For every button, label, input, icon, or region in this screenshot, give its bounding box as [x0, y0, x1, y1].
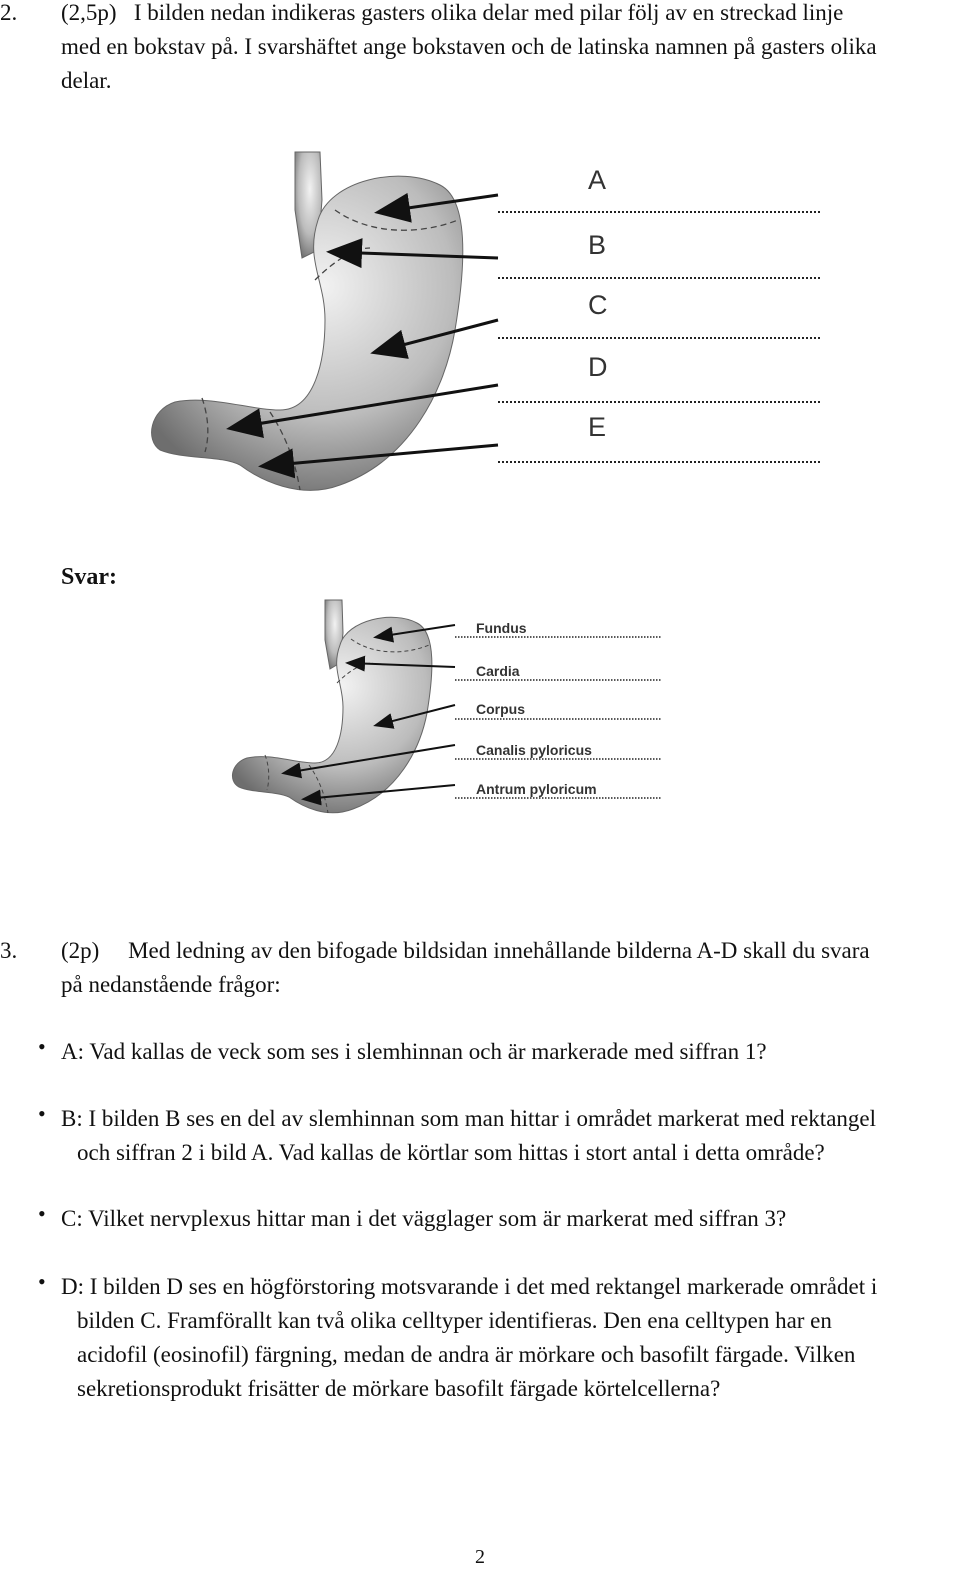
question-3-bullet-b-line-2: och siffran 2 i bild A. Vad kallas de körtlar som hittas i stort antal i detta område? [77, 1140, 825, 1165]
label-fundus: Fundus [476, 620, 527, 636]
page-number: 2 [475, 1546, 485, 1568]
diagram-letter-c: C [588, 290, 608, 320]
bullet-marker: • [38, 1101, 46, 1126]
question-3-bullet-b-line-1: B: I bilden B ses en del av slemhinnan som man hittar i området markerat med rektangel [61, 1106, 876, 1131]
label-antrum-pyloricum: Antrum pyloricum [476, 781, 597, 797]
bullet-marker: • [38, 1034, 46, 1059]
question-3-bullet-d-line-2: bilden C. Framförallt kan två olika celltyper identifieras. Den ena celltypen har en [77, 1308, 832, 1333]
question-3-bullet-d-line-4: sekretionsprodukt frisätter de mörkare basofilt färgade körtelcellerna? [77, 1376, 721, 1401]
answer-heading: Svar: [61, 564, 117, 590]
question-2-line-1: (2,5p) I bilden nedan indikeras gasters olika delar med pilar följ av en streckad linje [61, 0, 844, 25]
question-2-line-2: med en bokstav på. I svarshäftet ange bokstaven och de latinska namnen på gasters olika [61, 34, 877, 59]
question-2-line-3: delar. [61, 68, 112, 93]
question-3-line-1: (2p) Med ledning av den bifogade bildsidan innehållande bilderna A-D skall du svara [61, 938, 870, 963]
stomach-diagram-blank [140, 140, 840, 520]
stomach-diagram-answered [225, 595, 670, 830]
question-3-bullet-c: C: Vilket nervplexus hittar man i det vägglager som är markerat med siffran 3? [61, 1206, 787, 1231]
bullet-marker: • [38, 1201, 46, 1226]
question-3-number: 3. [0, 938, 18, 963]
diagram-letter-b: B [588, 230, 607, 260]
label-corpus: Corpus [476, 701, 525, 717]
question-2-number: 2. [0, 0, 18, 25]
question-3-bullet-d-line-3: acidofil (eosinofil) färgning, medan de andra är mörkare och basofilt färgade. Vilken [77, 1342, 856, 1367]
diagram-letter-e: E [588, 412, 607, 442]
question-3-bullet-a: A: Vad kallas de veck som ses i slemhinnan och är markerade med siffran 1? [61, 1039, 767, 1064]
label-cardia: Cardia [476, 663, 520, 679]
question-3-bullet-d-line-1: D: I bilden D ses en högförstoring motsvarande i det med rektangel markerade området i [61, 1274, 878, 1299]
diagram-letter-d: D [588, 352, 608, 382]
diagram-letter-a: A [588, 165, 607, 195]
bullet-marker: • [38, 1269, 46, 1294]
label-canalis-pyloricus: Canalis pyloricus [476, 742, 592, 758]
question-3-line-2: på nedanstående frågor: [61, 972, 281, 997]
